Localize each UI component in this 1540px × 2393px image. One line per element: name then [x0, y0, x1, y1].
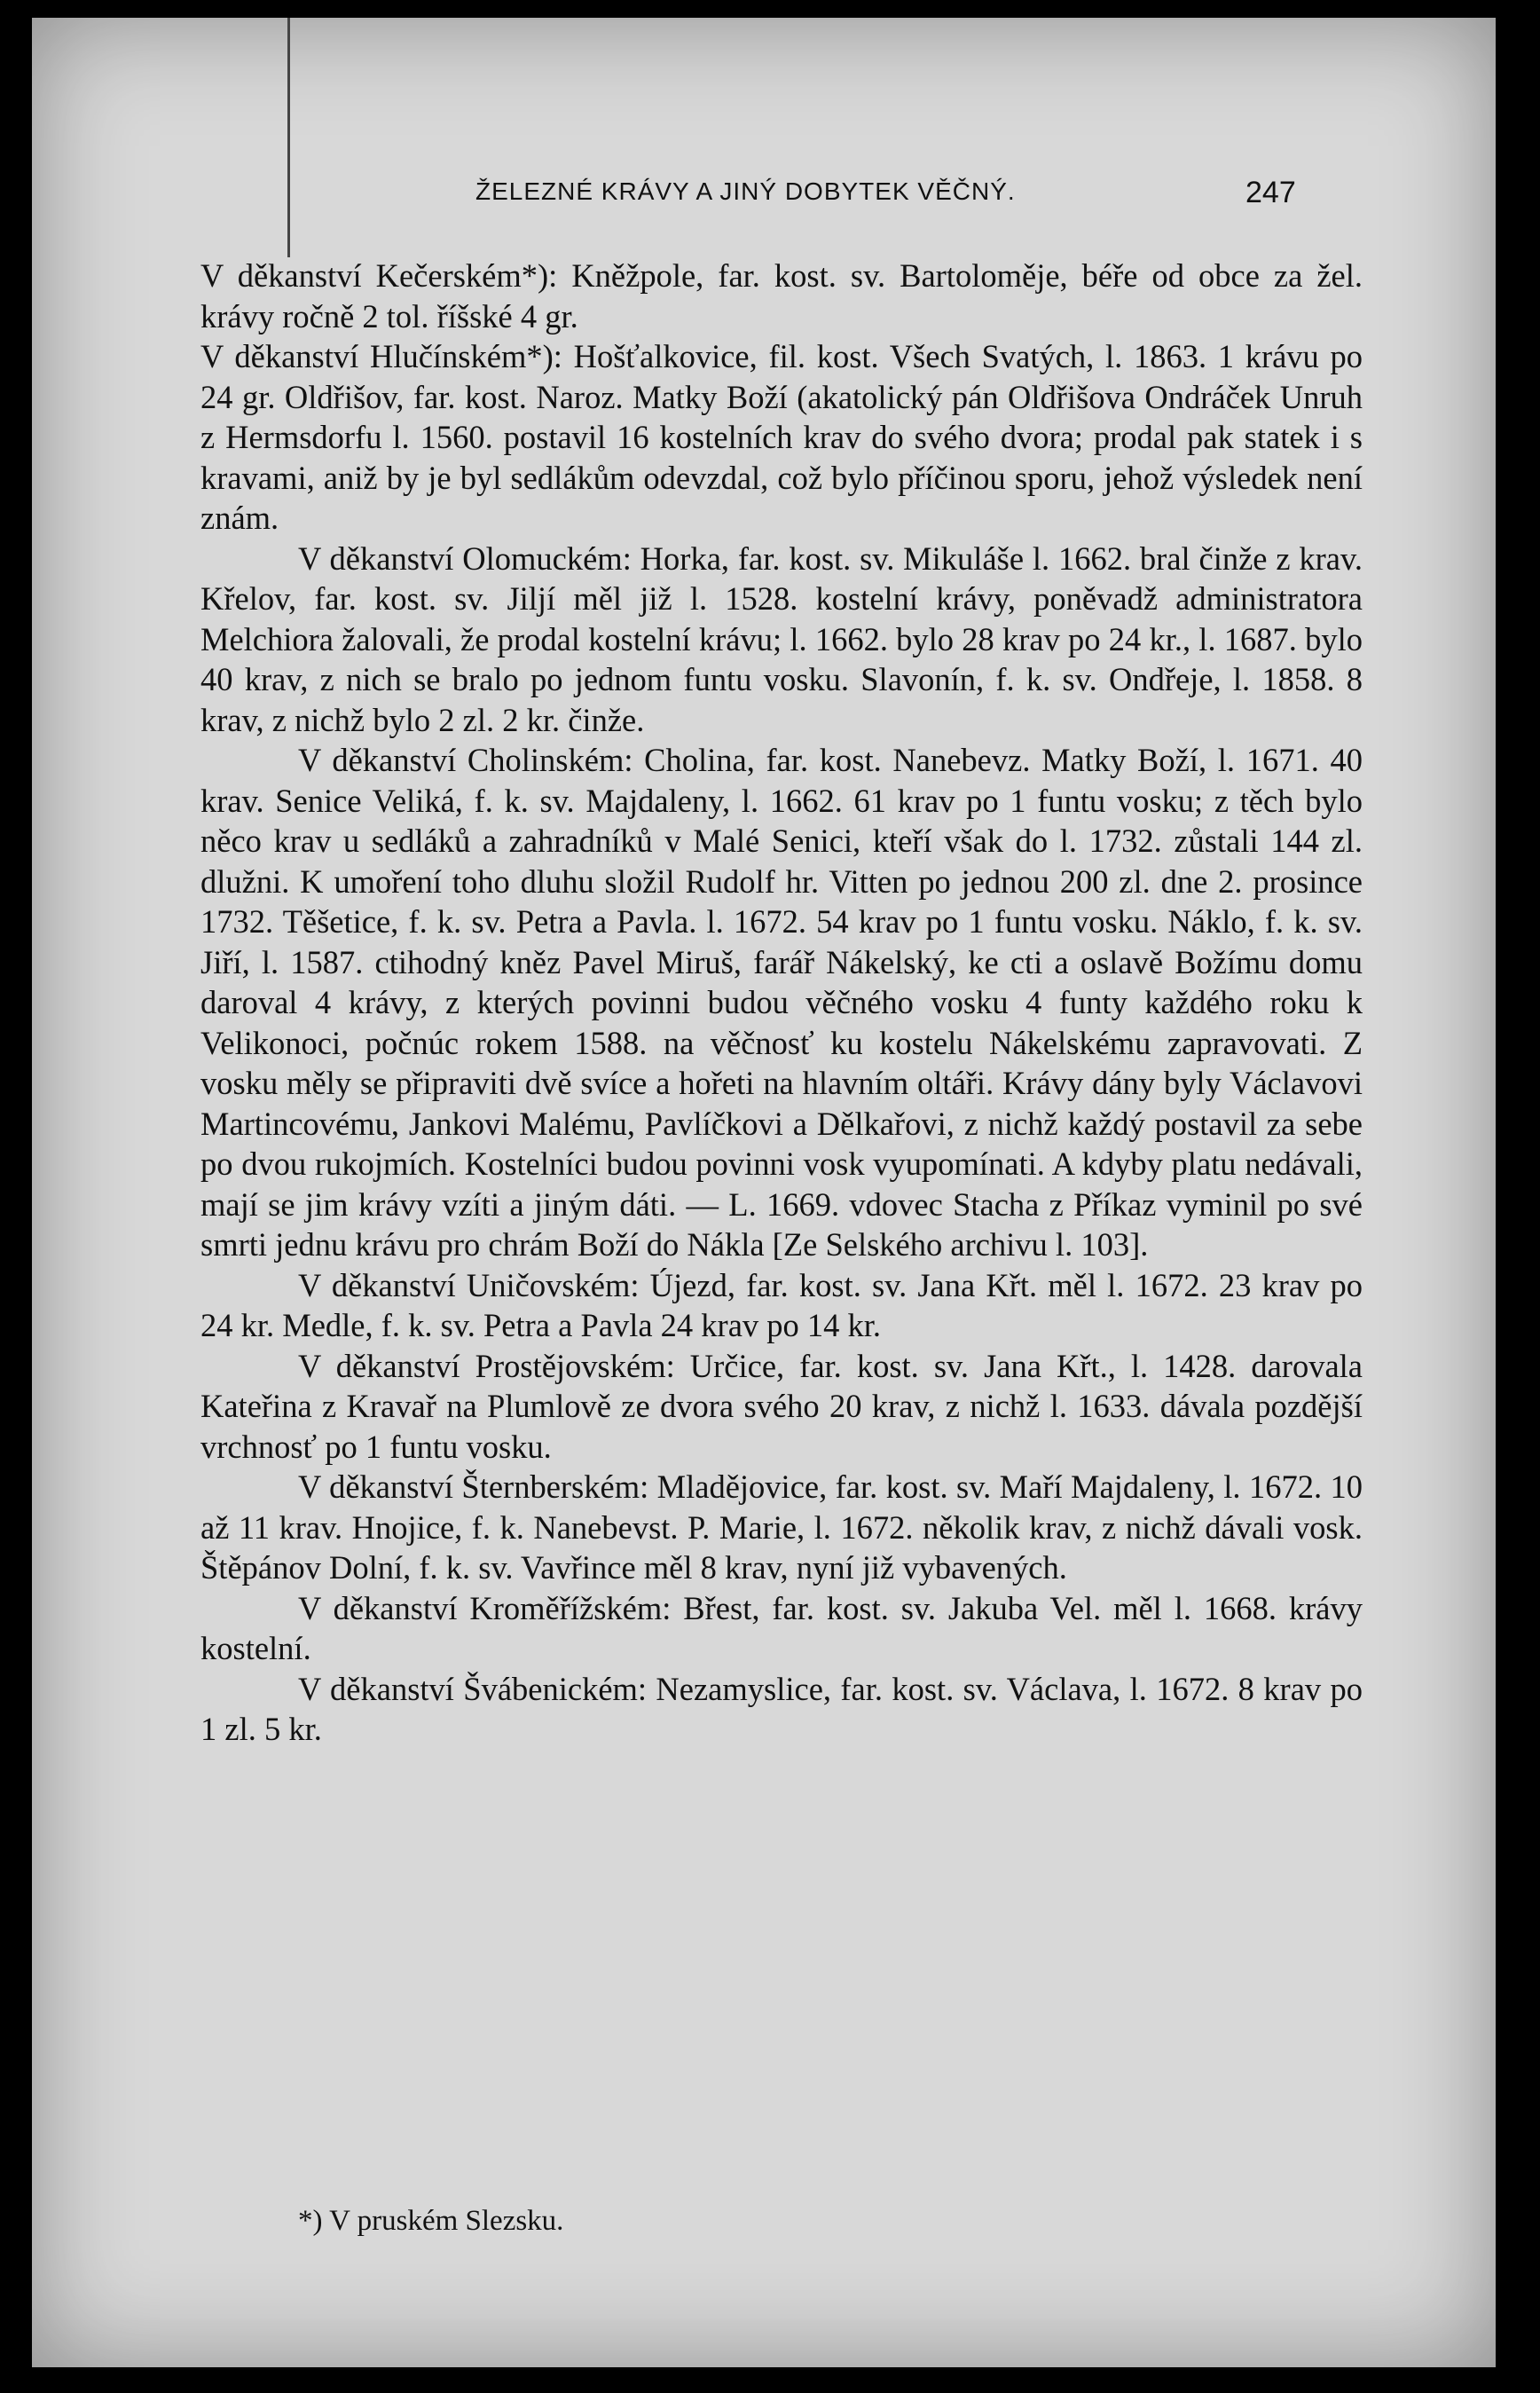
paragraph-kecersky: V děkanství Kečerském*): Kněžpole, far. kost. sv. Bartoloměje, béře od obce za žel. krávy ročně 2 tol. říšské 4 gr. [200, 257, 1363, 335]
body-text [200, 256, 1363, 1750]
paragraph-sternbersky: V děkanství Šternberském: Mladějovice, far. kost. sv. Maří Majdaleny, l. 1672. 10 až 11 krav. Hnojice, f. k. Nanebevst. P. Marie, l. 1672. několik krav, z nichž dávali vosk. Štěpánov Dolní, f. k. sv. Vavřince měl 8 krav, nyní již vybavených. [200, 1468, 1363, 1586]
paragraph-svabenicky: V děkanství Švábenickém: Nezamyslice, far. kost. sv. Václava, l. 1672. 8 krav po 1 zl. 5 kr. [200, 1670, 1363, 1747]
paragraph-hlucinsky: V děkanství Hlučínském*): Hošťalkovice, fil. kost. Všech Svatých, l. 1863. 1 krávu po 24 gr. Oldřišov, far. kost. Naroz. Matky Boží (akatolický pán Oldřišova Ondráček Unruh z Hermsdorfu l. 1560. postavil 16 kostelních krav do svého dvora; prodal pak statek i s kravami, aniž by je byl sedlákům odevzdal, což bylo příčinou sporu, jehož výsledek není znám. [200, 338, 1363, 536]
footnote: *) V pruském Slezsku. [298, 2205, 564, 2237]
running-title: ŽELEZNÉ KRÁVY A JINÝ DOBYTEK VĚČNÝ. [475, 177, 1016, 205]
page-number: 247 [1245, 176, 1296, 209]
paragraph-cholinsky: V děkanství Cholinském: Cholina, far. kost. Nanebevz. Matky Boží, l. 1671. 40 krav. Senice Veliká, f. k. sv. Majdaleny, l. 1662. 61 krav po 1 funtu vosku; z těch bylo něco krav u sedláků a zahradníků v Malé Senici, kteří však do l. 1732. zůstali 144 zl. dlužni. K umoření toho dluhu složil Rudolf hr. Vitten po jednou 200 zl. dne 2. prosince 1732. Těšetice, f. k. sv. Petra a Pavla. l. 1672. 54 krav po 1 funtu vosku. Náklo, f. k. sv. Jiří, l. 1587. ctihodný kněz Pavel Miruš, farář Nákelský, ke cti a oslavě Božímu domu daroval 4 krávy, z kterých povinni budou věčného vosku 4 funty každého roku k Velikonoci, počnúc rokem 1588. na věčnosť ku kostelu Nákelskému zapravovati. Z vosku měly se připraviti dvě svíce a hořeti na hlavním oltáři. Krávy dány byly Václavovi Martincovému, Jankovi Malému, Pavlíčkovi a Dělkařovi, z nichž každý postavil za sebe po dvou rukojmích. Kostelníci budou povinni vosk vyupomínati. A kdyby platu nedávali, mají se jim krávy vzíti a jiným dáti. — L. 1669. vdovec Stacha z Příkaz vyminil po své smrti jednu krávu pro chrám Boží do Nákla [Ze Selského archivu l. 103]. [200, 742, 1363, 1263]
page-header [32, 169, 1496, 222]
book-page [32, 18, 1496, 2367]
paragraph-prostejovsky: V děkanství Prostějovském: Určice, far. kost. sv. Jana Křt., l. 1428. darovala Kateřina z Kravař na Plumlově ze dvora svého 20 krav, z nichž l. 1633. dávala pozdější vrchnosť po 1 funtu vosku. [200, 1347, 1363, 1465]
paragraph-olomucky: V děkanství Olomuckém: Horka, far. kost. sv. Mikuláše l. 1662. bral činže z krav. Křelov, far. kost. sv. Jiljí měl již l. 1528. kostelní krávy, poněvadž administratora Melchiora žalovali, že prodal kostelní krávu; l. 1662. bylo 28 krav po 24 kr., l. 1687. bylo 40 krav, z nich se bralo po jednom funtu vosku. Slavonín, f. k. sv. Ondřeje, l. 1858. 8 krav, z nichž bylo 2 zl. 2 kr. činže. [200, 539, 1363, 738]
paragraph-unicovsky: V děkanství Uničovském: Újezd, far. kost. sv. Jana Křt. měl l. 1672. 23 krav po 24 kr. Medle, f. k. sv. Petra a Pavla 24 krav po 14 kr. [200, 1266, 1363, 1343]
paragraph-kromerizsky: V děkanství Kroměřížském: Břest, far. kost. sv. Jakuba Vel. měl l. 1668. krávy kostelní. [200, 1589, 1363, 1666]
